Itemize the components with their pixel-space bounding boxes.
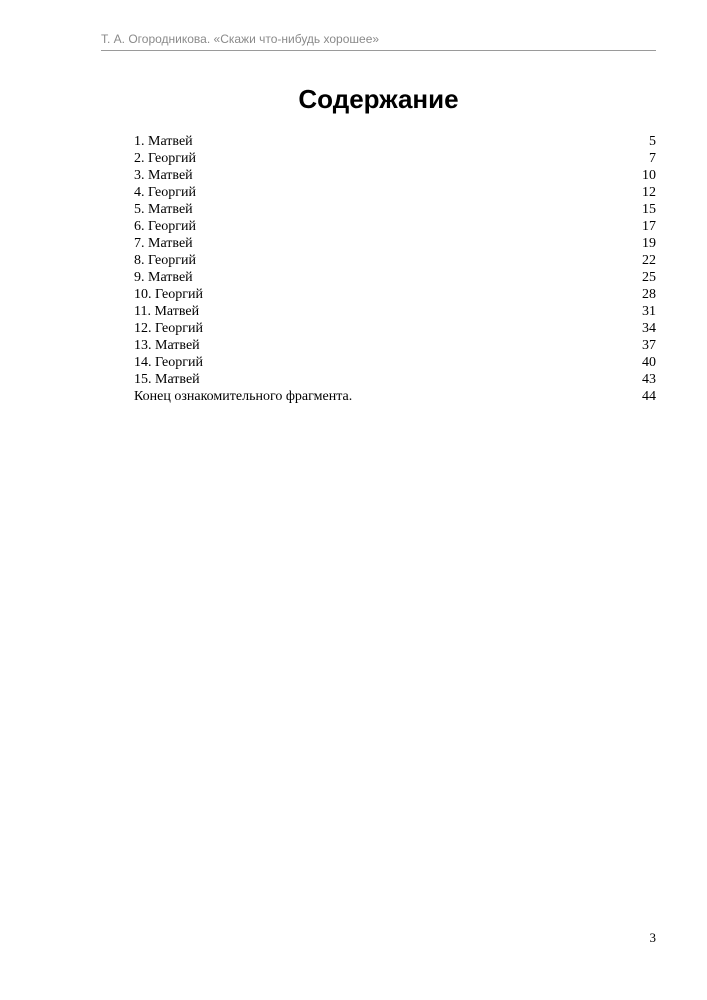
toc-entry[interactable] xyxy=(134,269,656,286)
toc-entry[interactable] xyxy=(134,286,656,303)
toc-title: Содержание xyxy=(298,84,459,114)
toc-entry[interactable] xyxy=(134,320,656,337)
toc-entry-page: 5 xyxy=(649,134,656,149)
toc-entry-page: 25 xyxy=(642,270,656,285)
toc-entry-label: 12. Георгий xyxy=(134,321,203,336)
toc-entry-page: 15 xyxy=(642,202,656,217)
page-number: 3 xyxy=(649,930,656,945)
toc-entry[interactable] xyxy=(134,201,656,218)
toc-entry-page: 10 xyxy=(642,168,656,183)
toc-entry-label: 4. Георгий xyxy=(134,185,196,200)
toc-entry-page: 37 xyxy=(642,338,656,353)
toc-entry-label: 8. Георгий xyxy=(134,253,196,268)
toc-entry-page: 31 xyxy=(642,304,656,319)
toc-entry-label: 2. Георгий xyxy=(134,151,196,166)
toc-entry[interactable] xyxy=(134,354,656,371)
toc-entry-label: 10. Георгий xyxy=(134,287,203,302)
toc-entry-page: 40 xyxy=(642,355,656,370)
toc-entry[interactable] xyxy=(134,371,656,388)
toc-entry[interactable] xyxy=(134,388,656,405)
toc-entry-label: 7. Матвей xyxy=(134,236,193,251)
toc-entry[interactable] xyxy=(134,235,656,252)
toc-entry[interactable] xyxy=(134,167,656,184)
toc-entry-page: 19 xyxy=(642,236,656,251)
toc-entry-label: 9. Матвей xyxy=(134,270,193,285)
toc-entry-label: Конец ознакомительного фрагмента. xyxy=(134,389,353,404)
toc-entry[interactable] xyxy=(134,184,656,201)
running-header: Т. А. Огородникова. «Скажи что-нибудь хорошее» xyxy=(101,31,656,51)
toc-entry-page: 43 xyxy=(642,372,656,387)
table-of-contents xyxy=(134,133,656,405)
toc-entry-page: 28 xyxy=(642,287,656,302)
toc-entry-page: 12 xyxy=(642,185,656,200)
toc-entry-label: 11. Матвей xyxy=(134,304,200,319)
toc-entry-label: 13. Матвей xyxy=(134,338,200,353)
toc-entry-label: 5. Матвей xyxy=(134,202,193,217)
toc-entry[interactable] xyxy=(134,252,656,269)
toc-entry[interactable] xyxy=(134,337,656,354)
toc-entry-label: 15. Матвей xyxy=(134,372,200,387)
toc-entry-label: 14. Георгий xyxy=(134,355,203,370)
toc-entry-page: 22 xyxy=(642,253,656,268)
toc-entry[interactable] xyxy=(134,303,656,320)
toc-entry-page: 34 xyxy=(642,321,656,336)
toc-entry-label: 1. Матвей xyxy=(134,134,193,149)
toc-entry-label: 6. Георгий xyxy=(134,219,196,234)
toc-entry[interactable] xyxy=(134,150,656,167)
toc-entry-page: 7 xyxy=(649,151,656,166)
toc-entry-page: 44 xyxy=(642,389,656,404)
toc-entry-label: 3. Матвей xyxy=(134,168,193,183)
toc-entry-page: 17 xyxy=(642,219,656,234)
toc-entry[interactable] xyxy=(134,133,656,150)
toc-entry[interactable] xyxy=(134,218,656,235)
